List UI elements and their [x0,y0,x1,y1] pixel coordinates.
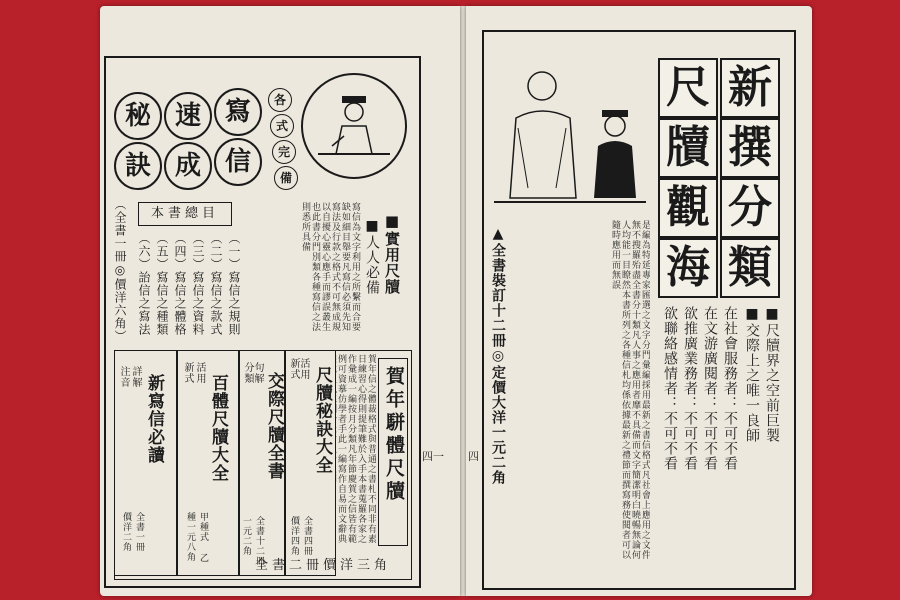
right-page-number: 四 [468,450,479,463]
title-char-xin: 信 [214,138,262,186]
bottom-price: 全書二冊價洋三角 [254,558,391,573]
ad-col2-title: 交際尺牘全書 [264,372,284,480]
ad-col4-top: 注音 [118,366,129,388]
badge-char-3: 完 [272,140,296,164]
toc-header: 本書總目 [138,202,232,226]
title-char-jue: 訣 [114,142,162,190]
title-char-hai: 海 [658,238,718,298]
badge-char-4: 備 [274,166,298,190]
left-page-number: 四一 [422,450,444,463]
benefit-line-4: 欲聯絡感情者：不可不看 [662,306,678,471]
ad-col3-title: 百體尺牘大全 [208,374,228,482]
ad-col1-sub: 活用 [298,358,309,380]
toc-item-6: （六）詒信之寫法 [137,232,151,336]
ad-col1-price: 全書四冊 價洋四角 [289,516,312,556]
description-body: 是編為特延專家匯選之文字分門彙編採用最新之書信格式凡社會上應用之文件無不搜羅殆盡全書分十類凡人事之應用者靡不具備而文字簡潔明白曉暢無論何人均能一目瞭然本書所列之各種信札均係依據最新之禮節而撰寫務使閱者可以隨時應用而無誤 [610,220,650,560]
right-page [466,6,812,596]
ad-col2-sub: 句解 [252,362,263,384]
ad-col4-sub: 詳解 [130,366,141,388]
title-char-xin-new: 新 [720,58,780,118]
ad2-body: 賀年信之體裁格式與普通之書札不同非有素日練習心得則提筆難於入手本書蒐羅各家之作彙成一編按月分類凡年節慶賀之信皆有範例可資摹仿學者手此一編寫作自易而文辭典 [336,354,376,544]
tag-a: ■尺牘界之空前巨製 [764,306,780,443]
ad-col3-sub: 活用 [194,362,205,384]
toc-price-note: （全書一冊◎價洋六角） [113,198,127,343]
ad-col1-top: 新式 [288,358,299,380]
title-char-guan: 觀 [658,178,718,238]
ad-col3-price: 甲種式 乙種一元八角 [185,512,208,563]
title-char-mi: 秘 [114,92,162,140]
benefit-line-2: 在文游廣閱者：不可不看 [702,306,718,471]
figures-illustration [490,58,650,206]
tag-b: ■交際上之唯一良師 [744,306,760,443]
title-char-cheng: 成 [164,142,212,190]
ad1-body: 寫信為文字利用之所繫而合要缺如細目舉要凡寫信必須先知寫法及行款之格式不可無成規以自擾心靈心應手而謬誤叢生也此書分門別類各種寫信之法則悉所具備 [300,202,360,332]
benefit-line-1: 在社會服務者：不可不看 [722,306,738,471]
ad2-heading: 賀年駢體尺牘 [383,366,405,504]
toc-item-1: （一）寫信之規則 [227,232,241,336]
ad-col2-price: 全書十二冊 一元二角 [241,516,264,566]
title-char-lei: 類 [720,238,780,298]
ad-col1-title: 尺牘秘訣大全 [312,366,332,474]
toc-item-4: （四）寫信之體格 [173,232,187,336]
title-char-fen: 分 [720,178,780,238]
toc-item-2: （二）寫信之款式 [209,232,223,336]
left-page [100,6,460,596]
writer-illustration [298,70,410,182]
title-char-du: 牘 [658,118,718,178]
price-line: ▲全書裝訂十二冊◎定價大洋一元二角 [490,226,506,485]
toc-item-3: （三）寫信之資料 [191,232,205,336]
title-char-chi: 尺 [658,58,718,118]
ad-col2-top: 分類 [242,362,253,384]
ad1-heading: ■實用尺牘 [383,212,401,295]
ad-col4-price: 全書一冊 價洋二角 [121,512,144,552]
title-char-xie: 寫 [214,88,262,136]
badge-char-1: 各 [268,88,292,112]
ad-col3-top: 新式 [182,362,193,384]
ad1-sub: ■人人必備 [364,218,380,295]
toc-item-5: （五）寫信之種類 [155,232,169,336]
badge-char-2: 式 [270,114,294,138]
ad-col4-title: 新寫信必讀 [144,374,164,464]
title-char-su: 速 [164,92,212,140]
benefit-line-3: 欲推廣業務者：不可不看 [682,306,698,471]
title-char-zhuan: 撰 [720,118,780,178]
